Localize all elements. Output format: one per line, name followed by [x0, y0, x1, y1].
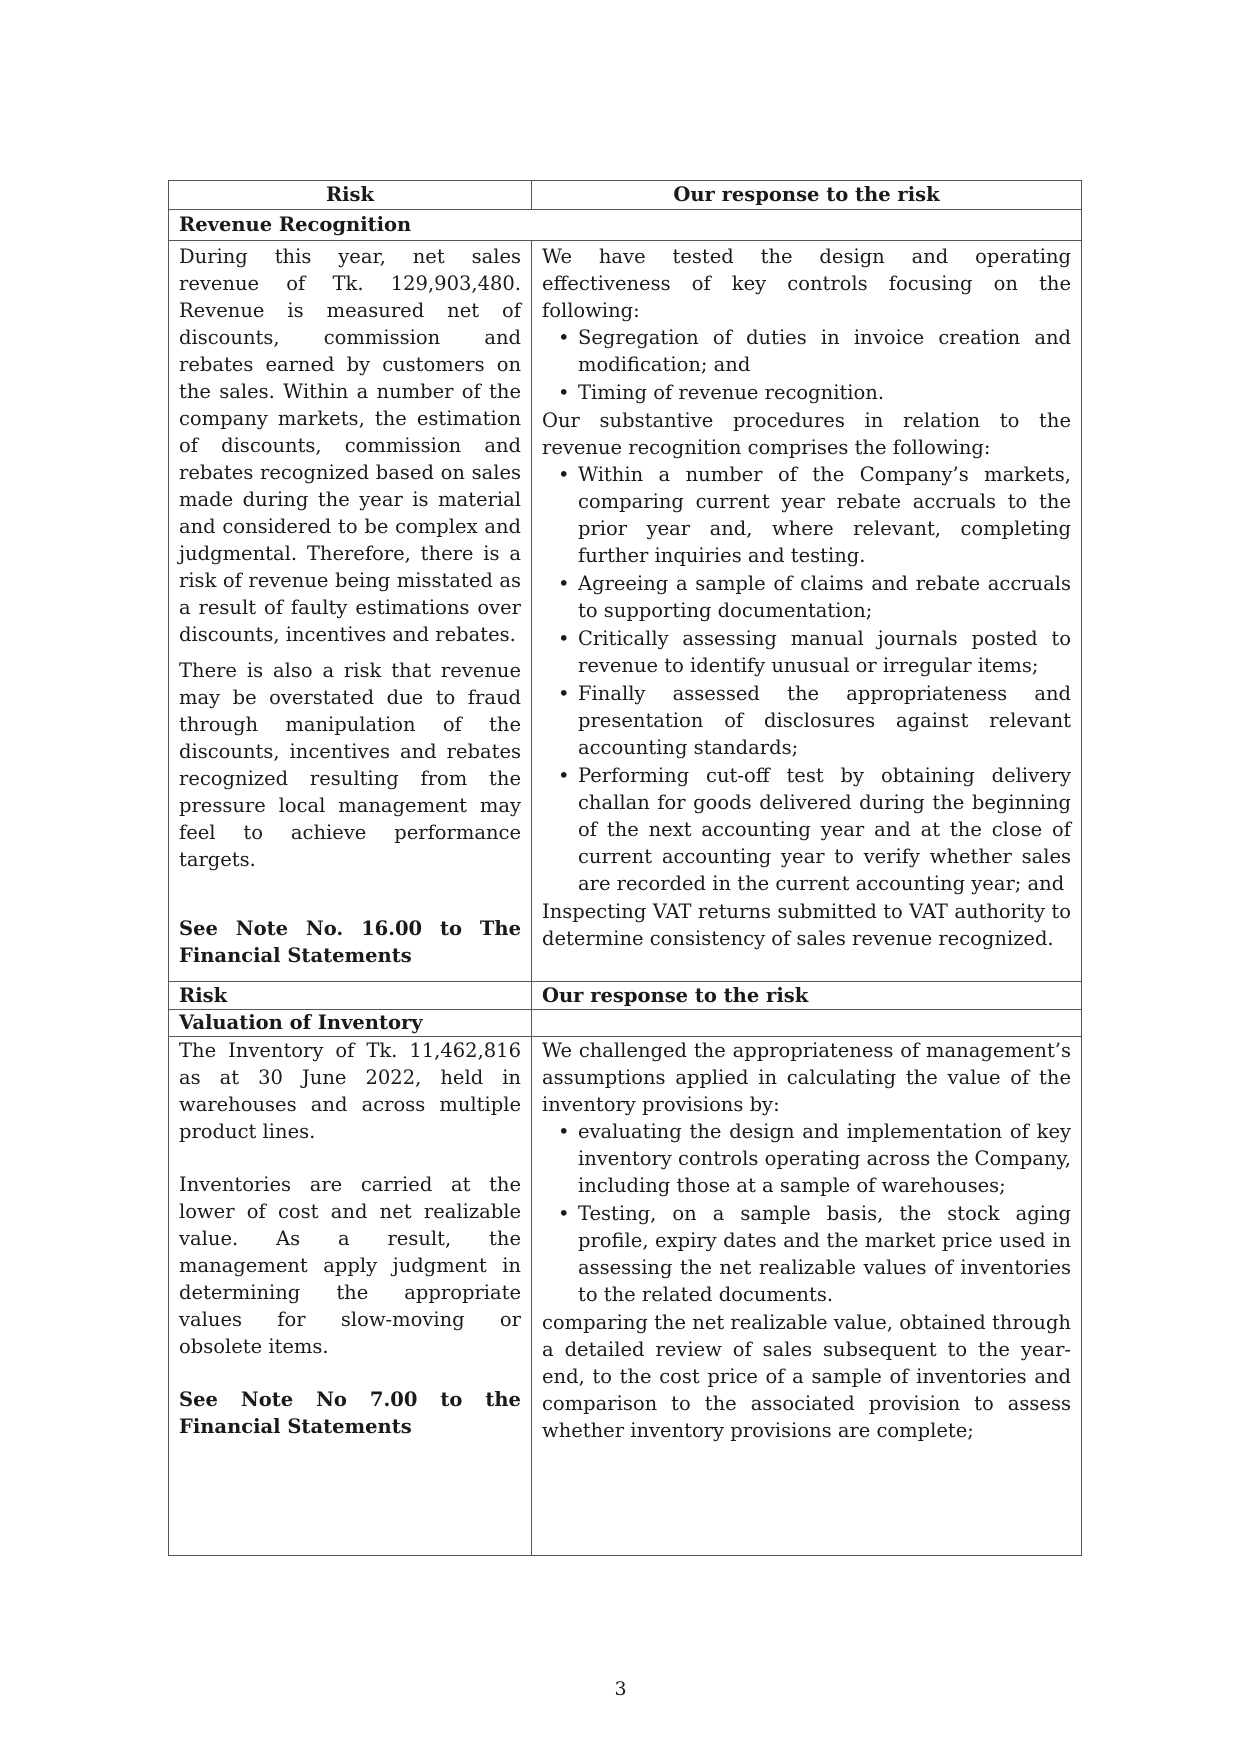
section-title-row — [169, 210, 1082, 241]
header-risk: Risk — [169, 982, 532, 1010]
note-reference-line2: Financial Statements — [179, 1415, 412, 1438]
header-risk: Risk — [169, 181, 532, 210]
list-item: • Performing cut-off test by obtaining delivery challan for goods delivered during the beginning of the next accounting year and at the close of current accounting year to verify whether sales are recorded in the current accounting year; and — [578, 762, 1071, 897]
risk-cell-revenue — [169, 241, 532, 982]
section-title-row — [169, 1010, 1082, 1037]
procedures-list — [542, 1118, 1071, 1308]
table-header-row — [169, 982, 1082, 1010]
key-audit-matters-table — [168, 180, 1082, 1556]
page-number: 3 — [614, 1678, 627, 1700]
note-reference-line2: Financial Statements — [179, 944, 412, 967]
response-closing: comparing the net realizable value, obtained through a detailed review of sales subsequent to the year-end, to the cost price of a sample of inventories and comparison to the associated provision to assess whether inventory provisions are complete; — [542, 1311, 1071, 1442]
header-response: Our response to the risk — [532, 982, 1082, 1010]
list-item: • Finally assessed the appropriateness and presentation of disclosures against relevant accounting standards; — [578, 680, 1071, 761]
table-header-row — [169, 181, 1082, 210]
response-cell-inventory — [532, 1037, 1082, 1556]
controls-list — [542, 324, 1071, 406]
risk-paragraph: The Inventory of Tk. 11,462,816 as at 30 June 2022, held in warehouses and across multiple product lines. — [179, 1039, 521, 1143]
response-closing: Inspecting VAT returns submitted to VAT authority to determine consistency of sales revenue recognized. — [542, 900, 1071, 950]
section-body-row — [169, 241, 1082, 982]
header-response: Our response to the risk — [532, 181, 1082, 210]
list-item: • Critically assessing manual journals posted to revenue to identify unusual or irregular items; — [578, 625, 1071, 679]
list-item: • Testing, on a sample basis, the stock aging profile, expiry dates and the market price used in assessing the net realizable values of inventories to the related documents. — [578, 1200, 1071, 1308]
risk-paragraph: There is also a risk that revenue may be overstated due to fraud through manipulation of the discounts, incentives and rebates recognized resulting from the pressure local management may feel to achieve performance targets. — [179, 659, 521, 871]
list-item: • Segregation of duties in invoice creation and modification; and — [578, 324, 1071, 378]
response-intro: We have tested the design and operating effectiveness of key controls focusing on the following: — [542, 245, 1071, 322]
substantive-intro: Our substantive procedures in relation to the revenue recognition comprises the following: — [542, 409, 1071, 459]
risk-paragraph: During this year, net sales revenue of Tk. 129,903,480. Revenue is measured net of discounts, commission and rebates earned by customers on the sales. Within a number of the company markets, the estimation of discounts, commission and rebates recognized based on sales made during the year is material and considered to be complex and judgmental. Therefore, there is a risk of revenue being misstated as a result of faulty estimations over discounts, incentives and rebates. — [179, 245, 521, 646]
list-item: • Agreeing a sample of claims and rebate accruals to supporting documentation; — [578, 570, 1071, 624]
response-intro: We challenged the appropriateness of management’s assumptions applied in calculating the value of the inventory provisions by: — [542, 1039, 1071, 1116]
section-title-inventory: Valuation of Inventory — [169, 1010, 532, 1037]
substantive-list — [542, 461, 1071, 897]
risk-cell-inventory — [169, 1037, 532, 1556]
list-item: • Within a number of the Company’s markets, comparing current year rebate accruals to the prior year and, where relevant, completing further inquiries and testing. — [578, 461, 1071, 569]
section-body-row — [169, 1037, 1082, 1556]
note-reference: See Note No 7.00 to the — [179, 1388, 521, 1411]
risk-paragraph: Inventories are carried at the lower of cost and net realizable value. As a result, the management apply judgment in determining the appropriate values for slow-moving or obsolete items. — [179, 1173, 521, 1358]
section-title-revenue: Revenue Recognition — [179, 213, 412, 236]
list-item: • evaluating the design and implementation of key inventory controls operating across the Company, including those at a sample of warehouses; — [578, 1118, 1071, 1199]
response-cell-revenue — [532, 241, 1082, 982]
note-reference: See Note No. 16.00 to The — [179, 917, 521, 940]
list-item: • Timing of revenue recognition. — [578, 379, 1071, 406]
